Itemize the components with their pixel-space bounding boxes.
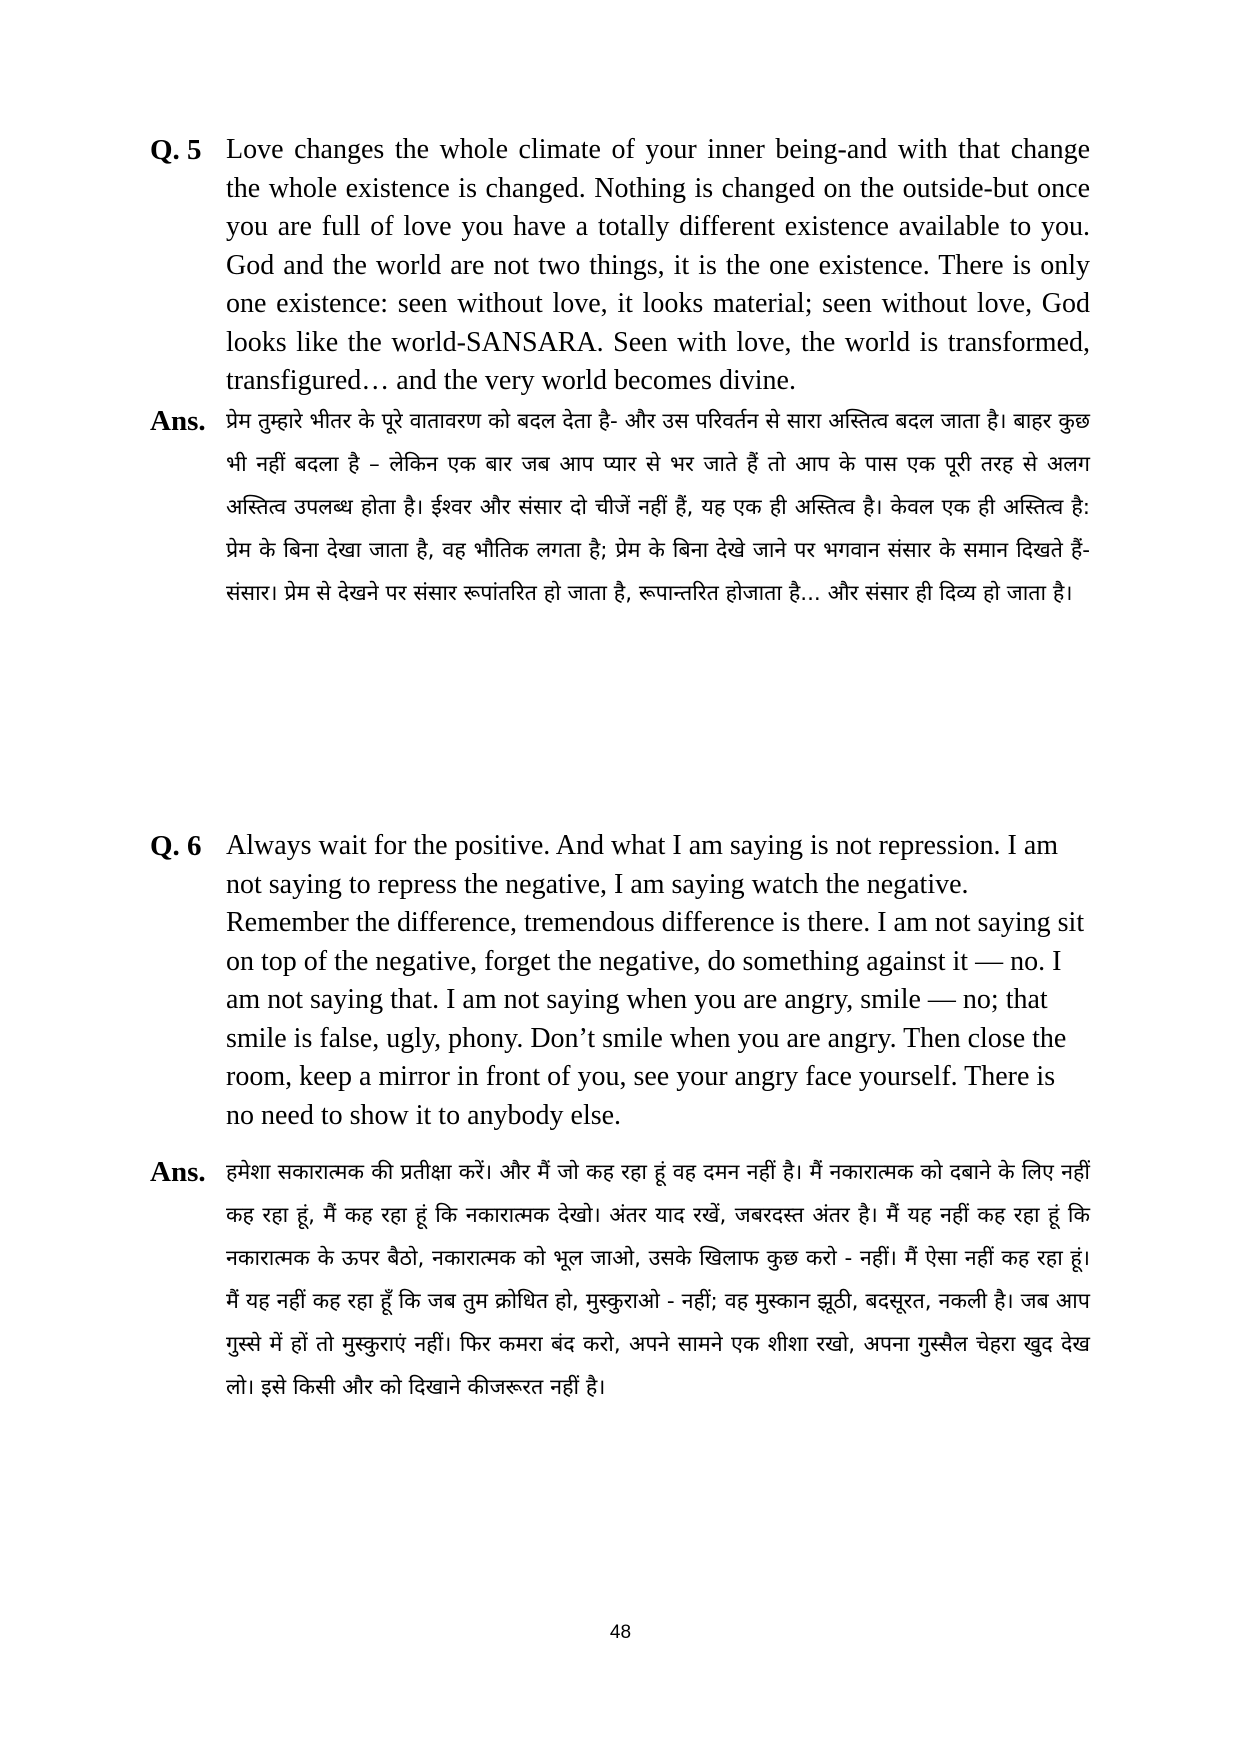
question-5 [150,131,1090,401]
question-6 [150,827,1090,1135]
answer-5 [150,398,1090,615]
page-number: 48 [609,1622,632,1643]
answer-6 [150,1149,1090,1409]
answer-5-label: Ans. [150,405,206,437]
answer-5-text: प्रेम तुम्हारे भीतर के पूरे वातावरण को बदल देता है- और उस परिवर्तन से सारा अस्तित्व बदल जाता है। बाहर कुछ भी नहीं बदला है – लेकिन एक बार जब आप प्यार से भर जाते हैं तो आप के पास एक पूरी तरह से अलग अस्तित्व उपलब्ध होता है। ईश्वर और संसार दो चीजें नहीं हैं, यह एक ही अस्तित्व है। केवल एक ही अस्तित्व है: प्रेम के बिना देखा जाता है, वह भौतिक लगता है; प्रेम के बिना देखे जाने पर भगवान संसार के समान दिखते हैं- संसार। प्रेम से देखने पर संसार रूपांतरित हो जाता है, रूपान्तरित होजाता है... और संसार ही दिव्य हो जाता है। [226,409,1090,606]
question-6-text: Always wait for the positive. And what I am saying is not repression. I am not saying to repress the negative, I am saying watch the negative. Remember the difference, tremendous difference is there. I am not saying sit on top of the negative, forget the negative, do something against it — no. I am not saying that. I am not saying when you are angry, smile — no; that smile is false, ugly, phony. Don’t smile when you are angry. Then close the room, keep a mirror in front of you, see your angry face yourself. There is no need to show it to anybody else. [226,830,1085,1131]
answer-6-label: Ans. [150,1156,206,1188]
answer-6-text: हमेशा सकारात्मक की प्रतीक्षा करें। और मैं जो कह रहा हूं वह दमन नहीं है। मैं नकारात्मक को दबाने के लिए नहीं कह रहा हूं, मैं कह रहा हूं कि नकारात्मक देखो। अंतर याद रखें, जबरदस्त अंतर है। मैं यह नहीं कह रहा हूं कि नकारात्मक के ऊपर बैठो, नकारात्मक को भूल जाओ, उसके खिलाफ कुछ करो - नहीं। मैं ऐसा नहीं कह रहा हूं। मैं यह नहीं कह रहा हूँ कि जब तुम क्रोधित हो, मुस्कुराओ - नहीं; वह मुस्कान झूठी, बदसूरत, नकली है। जब आप गुस्से में हों तो मुस्कुराएं नहीं। फिर कमरा बंद करो, अपने सामने एक शीशा रखो, अपना गुस्सैल चेहरा खुद देख लो। इसे किसी और को दिखाने कीजरूरत नहीं है। [226,1160,1090,1400]
question-6-label: Q. 6 [150,830,202,862]
question-5-text: Love changes the whole climate of your inner being-and with that change the whole existence is changed. Nothing is changed on the outside-but once you are full of love you have a totally different existence available to you. God and the world are not two things, it is the one existence. There is only one existence: seen without love, it looks material; seen without love, God looks like the world-SANSARA. Seen with love, the world is transformed, transfigured… and the very world becomes divine. [226,134,1090,396]
question-5-label: Q. 5 [150,134,202,166]
